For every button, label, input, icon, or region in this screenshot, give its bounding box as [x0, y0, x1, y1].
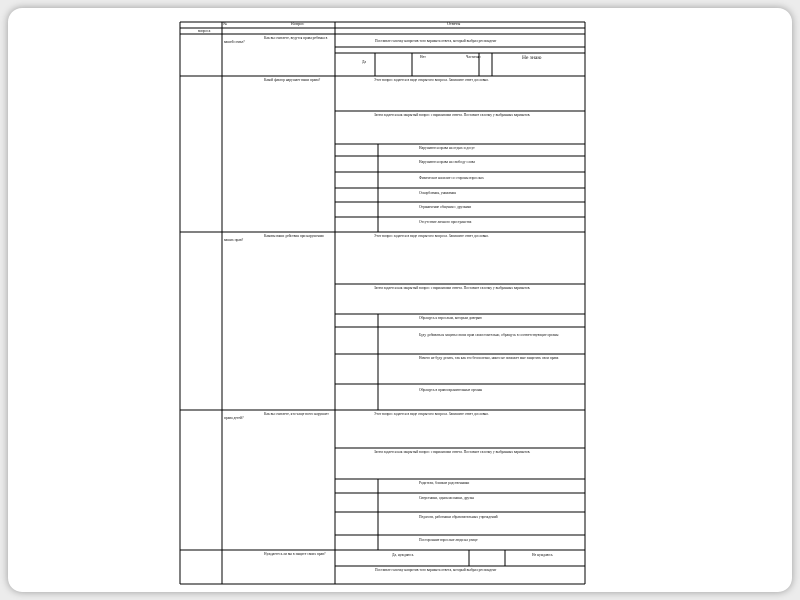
q3-option: Ничего не буду делать, так как это бесполезно, никто не поможет мне защитить свои права: [419, 356, 559, 360]
q4-question: Как вы считаете, кто чаще всего нарушает права детей?: [224, 412, 329, 421]
q2-option: Ограничение общения с друзьями: [419, 205, 472, 209]
q4-open-note: Этот вопрос задается в виде открытого вопроса. Запишите ответ дословно.: [374, 412, 490, 416]
q3-option: Обращусь в правоохранительные органы: [419, 388, 483, 392]
q1-question: Как вы считаете, ведутся права ребенка в вашей семье?: [224, 36, 328, 45]
q3-closed-note: Затем задается как закрытый вопрос с вариантами ответа. Поставьте галочку у выбранных вариантов.: [374, 286, 531, 290]
q2-option: Оскорбления, унижения: [419, 191, 456, 195]
q3-question: Каковы ваши действия при нарушении ваших прав?: [224, 234, 324, 243]
q2-open-note: Этот вопрос задается в виде открытого вопроса. Запишите ответ дословно.: [374, 78, 490, 82]
q1-option-notknow: Не знаю: [522, 55, 542, 61]
q5-instruction: Поставьте галочку напротив того варианта ответа, который выбрал респондент: [375, 568, 497, 572]
header-question: Вопрос: [291, 21, 305, 26]
q2-option: Отсутствие личного пространства: [419, 220, 472, 224]
q2-option: Нарушаются права на отдых и досуг: [419, 146, 475, 150]
q3-option: Обращусь к взрослым, которым доверяю: [419, 316, 482, 320]
q2-option: Физическое насилие со стороны взрослых: [419, 176, 484, 180]
q2-option: Нарушаются права на свободу слова: [419, 160, 475, 164]
q3-option: Буду добиваться защиты своих прав самостоятельно, обращусь в соответствующие органы: [419, 333, 559, 337]
q3-open-note: Этот вопрос задается в виде открытого вопроса. Запишите ответ дословно.: [374, 234, 490, 238]
q4-option: Сверстники, одноклассники, друзья: [419, 496, 474, 500]
header-number: №: [223, 21, 227, 26]
q4-option: Посторонние взрослые люди на улице: [419, 538, 478, 542]
q4-option: Родители, близкие родственники: [419, 481, 470, 485]
slide-background: [8, 8, 792, 592]
q5-question: Нуждаетесь ли вы в защите своих прав?: [264, 552, 326, 556]
q1-option-yes: Да: [362, 60, 367, 64]
q2-question: Какой фактор нарушает ваши права?: [264, 78, 321, 82]
q2-closed-note: Затем задается как закрытый вопрос с вариантами ответа. Поставьте галочку у выбранных вариантов.: [374, 113, 531, 117]
q1-instruction: Поставьте галочку напротив того варианта ответа, который выбрал респондент: [375, 39, 497, 43]
q5-option-yes: Да, нуждаюсь: [392, 553, 414, 557]
q5-option-no: Не нуждаюсь: [532, 553, 553, 557]
q1-option-partly: Частично: [466, 55, 481, 59]
q4-option: Педагоги, работники образовательных учреждений: [419, 515, 498, 519]
header-answer: Ответы: [447, 21, 461, 26]
q4-closed-note: Затем задается как закрытый вопрос с вариантами ответа. Поставьте галочку у выбранных вариантов.: [374, 450, 531, 454]
header-number-sub: вопроса: [198, 29, 211, 33]
q1-option-no: Нет: [420, 55, 426, 59]
